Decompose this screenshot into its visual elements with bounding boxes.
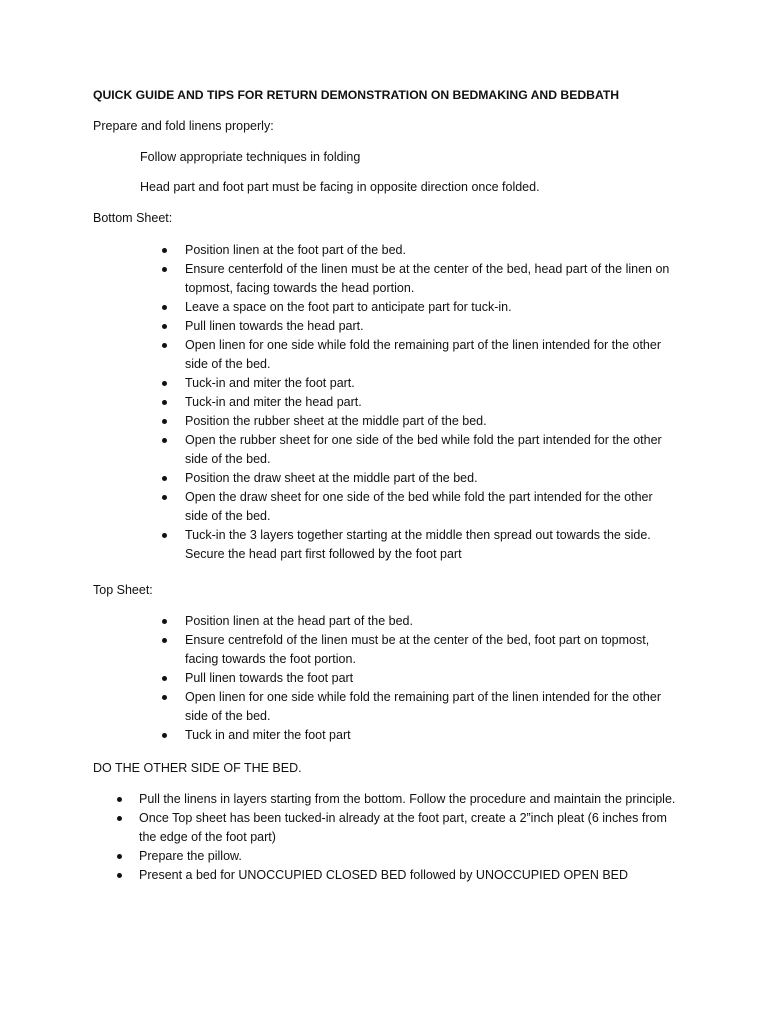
bullet-icon [162,343,167,348]
bottom-sheet-heading: Bottom Sheet: [93,211,173,225]
list-item: Once Top sheet has been tucked-in already at the foot part, create a 2”inch pleat (6 inches from the edge of the foot part) [139,809,679,847]
bullet-icon [162,695,167,700]
bullet-icon [162,324,167,329]
bullet-icon [117,797,122,802]
list-item: Ensure centrefold of the linen must be at the center of the bed, foot part on topmost, facing towards the foot portion. [185,631,675,669]
list-item: Position the rubber sheet at the middle part of the bed. [185,412,675,431]
bullet-icon [162,248,167,253]
bullet-icon [162,419,167,424]
prepare-heading: Prepare and fold linens properly: [93,119,274,133]
document-title: QUICK GUIDE AND TIPS FOR RETURN DEMONSTRATION ON BEDMAKING AND BEDBATH [93,88,620,102]
bullet-icon [162,638,167,643]
list-item: Open linen for one side while fold the remaining part of the linen intended for the other side of the bed. [185,688,675,726]
list-item: Position linen at the foot part of the bed. [185,241,675,260]
list-item: Ensure centerfold of the linen must be at the center of the bed, head part of the linen on topmost, facing towards the head portion. [185,260,675,298]
bullet-icon [162,305,167,310]
list-item: Tuck in and miter the foot part [185,726,675,745]
bullet-icon [162,733,167,738]
bullet-icon [162,533,167,538]
other-side-list [139,790,679,885]
other-side-heading: DO THE OTHER SIDE OF THE BED. [93,761,302,775]
bullet-icon [162,619,167,624]
list-item: Leave a space on the foot part to anticipate part for tuck-in. [185,298,675,317]
list-item: Present a bed for UNOCCUPIED CLOSED BED followed by UNOCCUPIED OPEN BED [139,866,679,885]
list-item: Position linen at the head part of the bed. [185,612,675,631]
list-item: Open the draw sheet for one side of the bed while fold the part intended for the other side of the bed. [185,488,675,526]
bullet-icon [117,873,122,878]
list-item: Tuck-in the 3 layers together starting at the middle then spread out towards the side. Secure the head part first followed by the foot part [185,526,675,564]
bottom-sheet-list [185,241,675,564]
bullet-icon [162,438,167,443]
prepare-line-1: Follow appropriate techniques in folding [140,150,361,164]
list-item: Position the draw sheet at the middle part of the bed. [185,469,675,488]
list-item: Tuck-in and miter the foot part. [185,374,675,393]
bullet-icon [162,381,167,386]
list-item: Pull the linens in layers starting from the bottom. Follow the procedure and maintain the principle. [139,790,679,809]
bullet-icon [162,267,167,272]
bullet-icon [162,676,167,681]
bullet-icon [162,400,167,405]
prepare-line-2: Head part and foot part must be facing in opposite direction once folded. [140,180,540,194]
bullet-icon [117,854,122,859]
top-sheet-list [185,612,675,745]
bullet-icon [162,495,167,500]
list-item: Tuck-in and miter the head part. [185,393,675,412]
bullet-icon [162,476,167,481]
list-item: Pull linen towards the head part. [185,317,675,336]
bullet-icon [117,816,122,821]
top-sheet-heading: Top Sheet: [93,583,153,597]
list-item: Prepare the pillow. [139,847,679,866]
list-item: Pull linen towards the foot part [185,669,675,688]
list-item: Open linen for one side while fold the remaining part of the linen intended for the other side of the bed. [185,336,675,374]
list-item: Open the rubber sheet for one side of the bed while fold the part intended for the other side of the bed. [185,431,675,469]
